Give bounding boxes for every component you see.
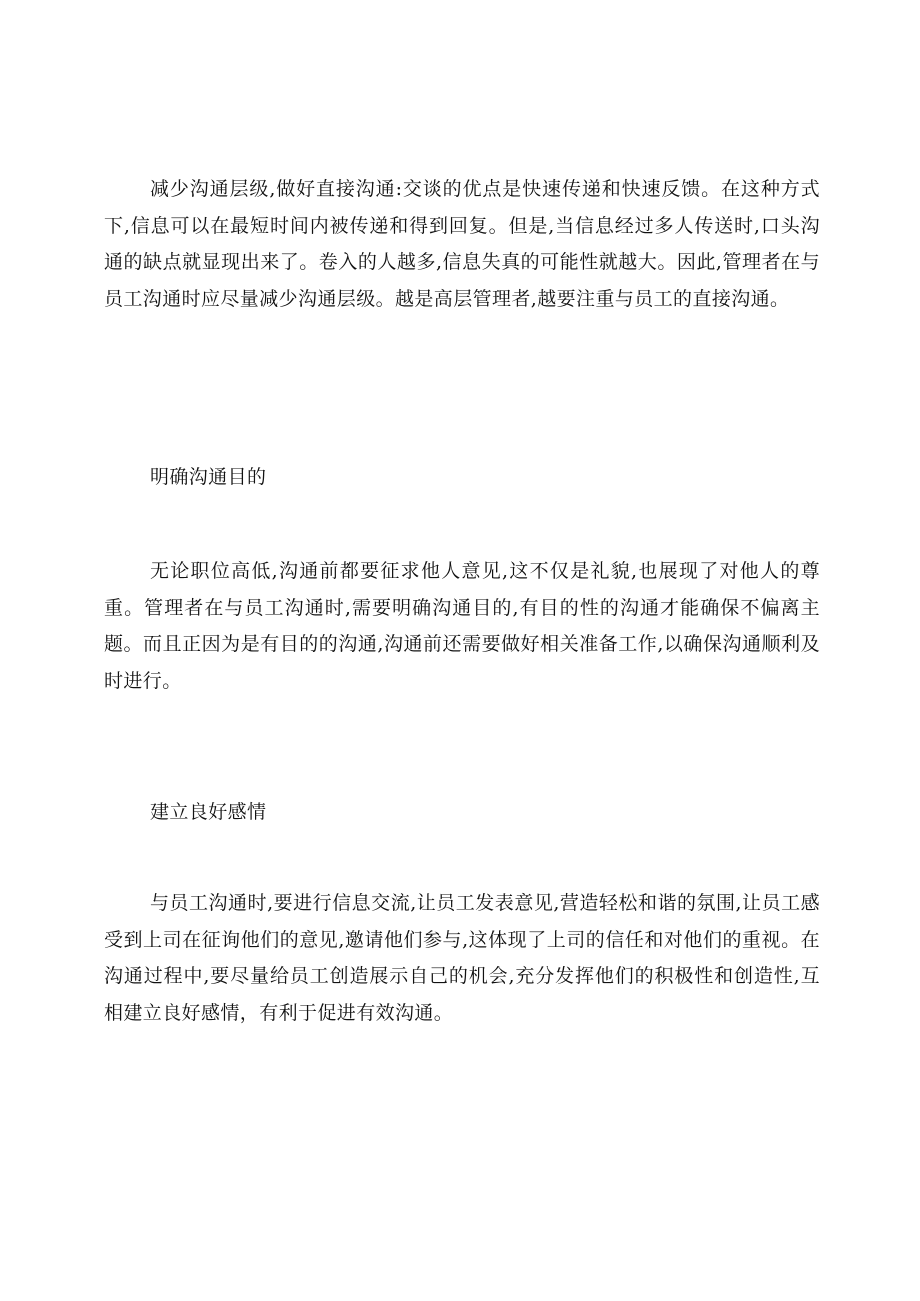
paragraph-clear-purpose: 无论职位高低,沟通前都要征求他人意见,这不仅是礼貌,也展现了对他人的尊重。管理者在与员工沟通时,需要明确沟通目的,有目的性的沟通才能确保不偏离主题。而且正因为是有目的的沟通,沟通前还需要做好相关准备工作,以确保沟通顺利及时进行。 <box>104 560 820 692</box>
paragraph-reduce-levels: 减少沟通层级,做好直接沟通:交谈的优点是快速传递和快速反馈。在这种方式下,信息可以在最短时间内被传递和得到回复。但是,当信息经过多人传送时,口头沟通的缺点就显现出来了。卷入的人越多,信息失真的可能性就越大。因此,管理者在与员工沟通时应尽量减少沟通层级。越是高层管理者,越要注重与员工的直接沟通。 <box>104 178 820 310</box>
heading-clear-purpose: 明确沟通目的 <box>150 466 267 488</box>
paragraph-good-relations: 与员工沟通时,要进行信息交流,让员工发表意见,营造轻松和谐的氛围,让员工感受到上司在征询他们的意见,邀请他们参与,这体现了上司的信任和对他们的重视。在沟通过程中,要尽量给员工创造展示自己的机会,充分发挥他们的积极性和创造性,互相建立良好感情，有利于促进有效沟通。 <box>104 892 820 1024</box>
heading-good-relations: 建立良好感情 <box>150 801 267 823</box>
